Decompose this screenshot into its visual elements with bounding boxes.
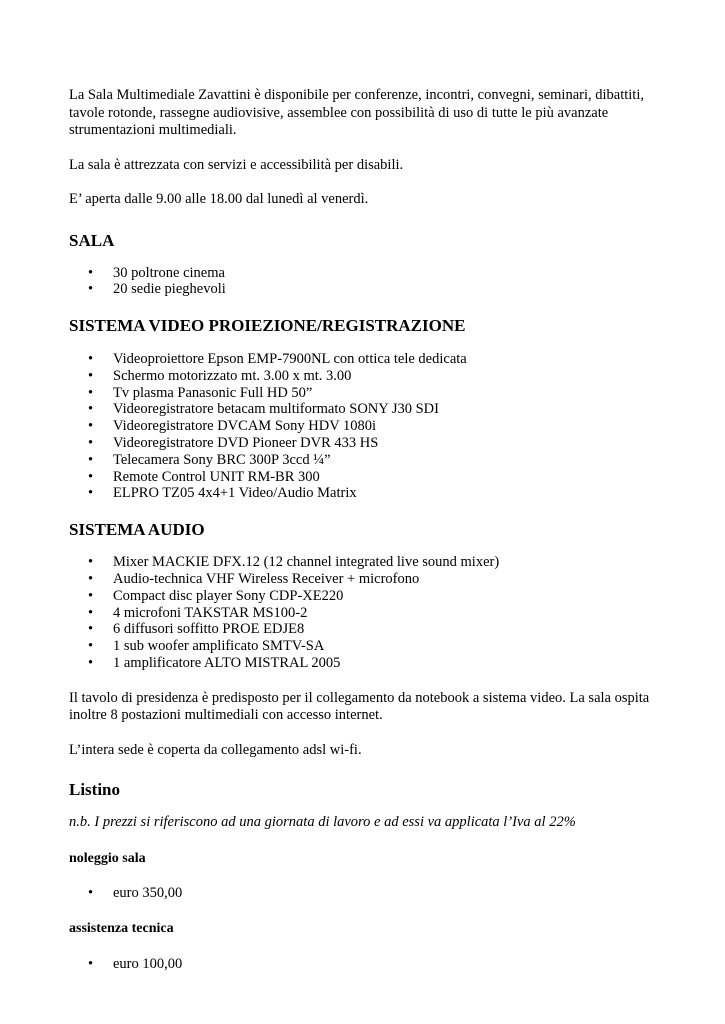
presidency-table-paragraph: Il tavolo di presidenza è predisposto per il collegamento da notebook a sistema video. La sala ospita inoltre 8 postazioni multimediali con accesso internet. [69,689,650,724]
list-item: • Compact disc player Sony CDP-XE220 [69,588,669,605]
sala-list [69,265,669,299]
list-item: • 4 microfoni TAKSTAR MS100-2 [69,605,669,622]
assistenza-price-list [69,956,669,973]
list-item: • Videoproiettore Epson EMP-7900NL con ottica tele dedicata [69,351,669,368]
list-item: • euro 100,00 [69,956,669,973]
intro-paragraph: La Sala Multimediale Zavattini è disponibile per conferenze, incontri, convegni, seminari, dibattiti, tavole rotonde, rassegne audiovisive, assemblee con possibilità di uso di tutte le più avanzate strumentazioni multimediali. [69,87,644,138]
section-heading-sala: SALA [69,230,115,250]
wifi-paragraph: L’intera sede è coperta da collegamento adsl wi-fi. [69,741,362,758]
list-item: • 1 amplificatore ALTO MISTRAL 2005 [69,655,669,672]
list-item: • Remote Control UNIT RM-BR 300 [69,469,669,486]
noleggio-price-list [69,885,669,902]
list-item: • euro 350,00 [69,885,669,902]
list-item: • 20 sedie pieghevoli [69,281,669,298]
video-list [69,351,669,502]
section-heading-audio: SISTEMA AUDIO [69,520,205,540]
list-item: • Telecamera Sony BRC 300P 3ccd ¼” [69,452,669,469]
document-page [69,87,669,972]
list-item: • Audio-technica VHF Wireless Receiver + microfono [69,571,669,588]
list-item: • Videoregistratore DVCAM Sony HDV 1080i [69,418,669,435]
list-item: • Tv plasma Panasonic Full HD 50” [69,385,669,402]
list-item: • Videoregistratore DVD Pioneer DVR 433 HS [69,435,669,452]
section-heading-video: SISTEMA VIDEO PROIEZIONE/REGISTRAZIONE [69,316,466,336]
noleggio-label: noleggio sala [69,850,146,866]
list-item: • Schermo motorizzato mt. 3.00 x mt. 3.00 [69,368,669,385]
list-item: • 30 poltrone cinema [69,265,669,282]
list-item: • ELPRO TZ05 4x4+1 Video/Audio Matrix [69,485,669,502]
price-note: n.b. I prezzi si riferiscono ad una giornata di lavoro e ad essi va applicata l’Iva al 22% [69,814,576,831]
opening-hours-paragraph: E’ aperta dalle 9.00 alle 18.00 dal lunedì al venerdì. [69,191,369,207]
section-heading-listino: Listino [69,780,121,800]
assistenza-label: assistenza tecnica [69,921,174,937]
list-item: • Videoregistratore betacam multiformato SONY J30 SDI [69,401,669,418]
audio-list [69,554,669,672]
list-item: • 1 sub woofer amplificato SMTV-SA [69,638,669,655]
accessibility-paragraph: La sala è attrezzata con servizi e accessibilità per disabili. [69,156,404,173]
list-item: • Mixer MACKIE DFX.12 (12 channel integrated live sound mixer) [69,554,669,571]
list-item: • 6 diffusori soffitto PROE EDJE8 [69,621,669,638]
